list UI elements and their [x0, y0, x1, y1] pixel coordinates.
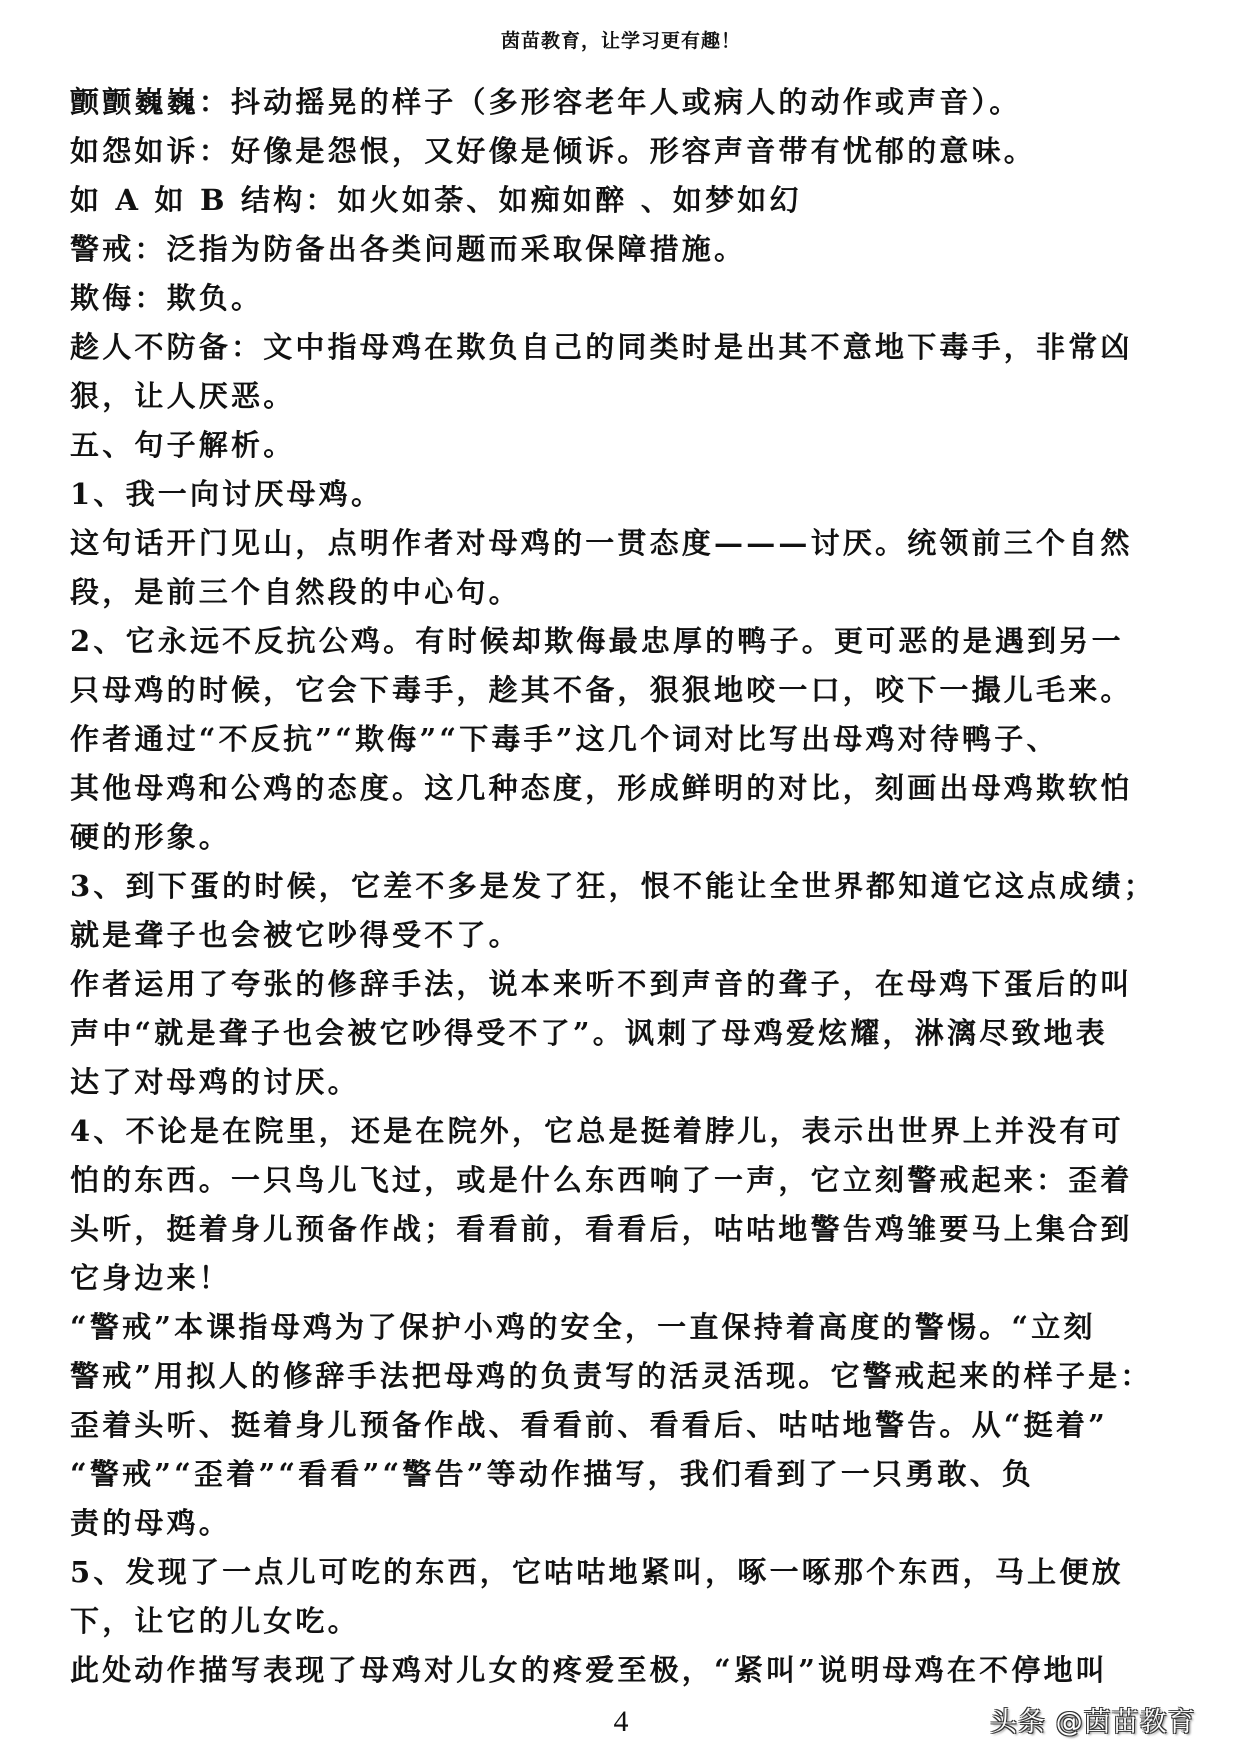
text-line: 作者通过“不反抗”“欺侮”“下毒手”这几个词对比写出母鸡对待鸭子、 — [70, 722, 1059, 756]
text-line: 此处动作描写表现了母鸡对儿女的疼爱至极，“紧叫”说明母鸡在不停地叫 — [70, 1653, 1108, 1687]
text-line: 警戒”用拟人的修辞手法把母鸡的负责写的活灵活现。它警戒起来的样子是： — [70, 1359, 1153, 1393]
text-line: 颤颤巍巍：抖动摇晃的样子（多形容老年人或病人的动作或声音）。 — [70, 85, 1022, 119]
page-header: 茵苗教育，让学习更有趣！ — [500, 30, 741, 52]
text-line: 歪着头听、挺着身儿预备作战、看看前、看看后、咕咕地警告。从“挺着” — [70, 1408, 1108, 1442]
text-line: 头听，挺着身儿预备作战；看看前，看看后，咕咕地警告鸡雏要马上集合到 — [70, 1212, 1133, 1246]
text-line: 趁人不防备：文中指母鸡在欺负自己的同类时是出其不意地下毒手，非常凶 — [70, 330, 1133, 364]
text-line: “警戒”本课指母鸡为了保护小鸡的安全，一直保持着高度的警惕。“立刻 — [70, 1310, 1096, 1344]
page-number: 4 — [613, 1705, 629, 1738]
text-line: “警戒”“歪着”“看看”“警告”等动作描写，我们看到了一只勇敢、负 — [70, 1457, 1035, 1491]
sentence-item: 2、它永远不反抗公鸡。有时候却欺侮最忠厚的鸭子。更可恶的是遇到另一 — [70, 624, 1124, 658]
text-line: 下，让它的儿女吃。 — [70, 1604, 360, 1638]
sentence-item: 3、到下蛋的时候，它差不多是发了狂，恨不能让全世界都知道它这点成绩； — [70, 869, 1156, 903]
section-heading: 五、句子解析。 — [70, 428, 296, 462]
text-line: 其他母鸡和公鸡的态度。这几种态度，形成鲜明的对比，刻画出母鸡欺软怕 — [70, 771, 1133, 805]
text-line: 作者运用了夸张的修辞手法，说本来听不到声音的聋子，在母鸡下蛋后的叫 — [70, 967, 1133, 1001]
text-line: 只母鸡的时候，它会下毒手，趁其不备，狠狠地咬一口，咬下一撮儿毛来。 — [70, 673, 1133, 707]
text-line: 警戒：泛指为防备出各类问题而采取保障措施。 — [70, 232, 747, 266]
text-line: 硬的形象。 — [70, 820, 232, 854]
sentence-item: 1、我一向讨厌母鸡。 — [70, 477, 384, 511]
sentence-item: 4、不论是在院里，还是在院外，它总是挺着脖儿，表示出世界上并没有可 — [70, 1114, 1124, 1148]
text-line: 狠，让人厌恶。 — [70, 379, 296, 413]
sentence-item: 5、发现了一点儿可吃的东西，它咕咕地紧叫，啄一啄那个东西，马上便放 — [70, 1555, 1124, 1589]
text-line: 责的母鸡。 — [70, 1506, 232, 1540]
text-line: 声中“就是聋子也会被它吵得受不了”。讽刺了母鸡爱炫耀，淋漓尽致地表 — [70, 1016, 1108, 1050]
text-line: 就是聋子也会被它吵得受不了。 — [70, 918, 521, 952]
text-line: 这句话开门见山，点明作者对母鸡的一贯态度———讨厌。统领前三个自然 — [70, 526, 1133, 560]
text-line: 如怨如诉：好像是怨恨，又好像是倾诉。形容声音带有忧郁的意味。 — [70, 134, 1037, 168]
watermark: 头条 @茵苗教育 — [990, 1707, 1196, 1738]
text-line: 段，是前三个自然段的中心句。 — [70, 575, 521, 609]
text-line: 如 A 如 B 结构：如火如荼、如痴如醉 、如梦如幻 — [70, 183, 802, 217]
text-line: 它身边来！ — [70, 1261, 232, 1295]
document-body — [70, 78, 1180, 1695]
text-line: 达了对母鸡的讨厌。 — [70, 1065, 360, 1099]
text-line: 怕的东西。一只鸟儿飞过，或是什么东西响了一声，它立刻警戒起来：歪着 — [70, 1163, 1133, 1197]
text-line: 欺侮：欺负。 — [70, 281, 264, 315]
